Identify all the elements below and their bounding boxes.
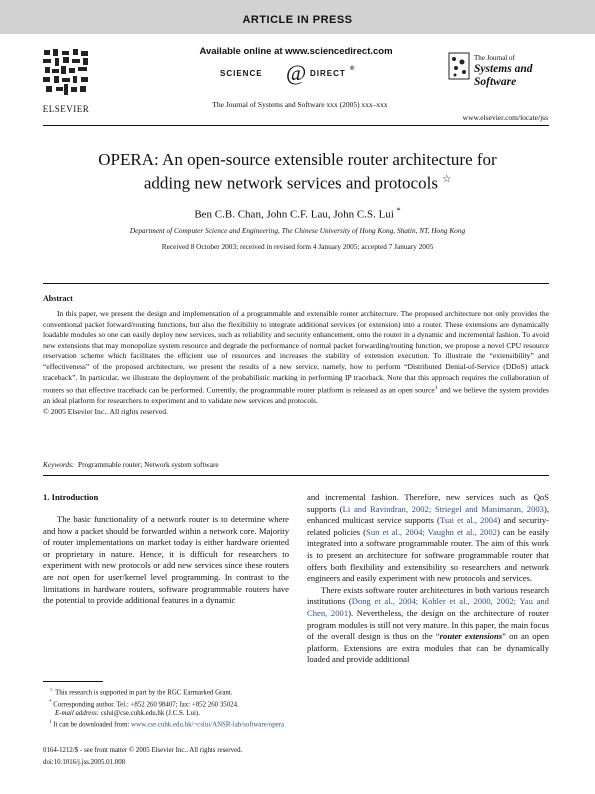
abstract-top-rule [43, 283, 549, 284]
keywords-label: Keywords: [43, 460, 75, 469]
author-names: Ben C.B. Chan, John C.F. Lau, John C.S. Lui [194, 208, 394, 221]
available-online-text: Available online at www.sciencedirect.com [199, 46, 393, 57]
corresponding-mark: * [396, 206, 401, 215]
p2-text-d: ) can be easily integrated into a software programmable router. The aim of this work is to present an architecture for software programmable router that offers both flexibility and extensibility so researchers and network engineers and easily experiment with new protocols and services. [307, 526, 550, 584]
p3-text-a: There exists software router architectures in both various research institutions ( [307, 584, 549, 607]
email-address[interactable]: cslui@cse.cuhk.edu.hk [100, 710, 165, 717]
title-line-1: OPERA: An open-source extensible router architecture for [98, 150, 497, 169]
p2-text-c: ) and security-related policies ( [307, 515, 549, 537]
issn-line: 0164-1212/$ - see front matter © 2005 Elsevier Inc.. All rights reserved. [43, 747, 243, 754]
abstract-heading: Abstract [43, 294, 73, 303]
journal-logo-line2: Software [474, 76, 517, 88]
citation-link[interactable]: Dong et al., 2004; Kohler et al., 2000, 2002; Yau and Chen, 2001 [307, 596, 549, 618]
publisher-name: ELSEVIER [42, 104, 90, 114]
journal-logo-small: The Journal of [474, 54, 515, 62]
citation-link[interactable]: Sun et al., 2004; Vaughn et al., 2002 [366, 526, 497, 537]
article-title [40, 150, 555, 194]
download-link[interactable]: www.cse.cuhk.edu.hk/~cslui/ANSR-lab/software/opera [131, 721, 285, 729]
fn4-mark: 1 [49, 720, 52, 726]
sd-left: SCIENCE [220, 69, 263, 78]
citation-link[interactable]: Tsai et al., 2004 [439, 515, 498, 526]
fn1-text: This research is supported in part by the RGC Earmarked Grant. [55, 689, 233, 697]
doi-line[interactable]: doi:10.1016/j.jss.2005.01.008 [43, 758, 126, 766]
fn2-mark: * [49, 699, 52, 705]
keywords [43, 460, 549, 469]
abstract-text-1: In this paper, we present the design and implementation of a programmable and extensible router architecture. The proposed architecture not only provides the conventional packet forward/routing functions, but also the flexibility to integrate additional services (or extension) into a router. These extensions are dynamically loadable modules so one can easily deploy new services, such as reliability and security enhancement, onto the router in a dynamic and incremental fashion. To avoid new extensions that may monopolize system resource and degrade the performance of normal packet forwarding/routing function, we propose a novel CPU resource reservation scheme which facilitates the efficient use of resources and increases the stability of extension execution. To illustrate the “extensibility” and “effectiveness” of the proposed architecture, we present the results of a new service, namely, how to perform “Distributed Denial-of-Service (DDoS) attack traceback”. In particular, we illustrate the deployment of the probabilistic marking in performing IP traceback. Note that this approach requires the collaboration of routers so that effective traceback can be performed. Currently, the programmable router platform is released as an open source [43, 309, 549, 395]
journal-logo-line1: Systems and [474, 63, 533, 75]
fn2-text: Corresponding author. Tel.: +852 260 98407; fax: +852 260 35024. [53, 700, 239, 708]
footnote-download [43, 718, 293, 730]
email-owner: (J.C.S. Lui). [166, 710, 200, 717]
router-extensions-term: router extensions [439, 631, 503, 642]
footnote-email [43, 709, 293, 718]
footnote-corresponding [43, 698, 293, 710]
email-label: E-mail address: [55, 710, 99, 717]
article-in-press-label: ARTICLE IN PRESS [242, 14, 353, 26]
elsevier-logo [40, 46, 92, 114]
abstract-copyright: © 2005 Elsevier Inc.. All rights reserved. [43, 406, 168, 416]
header-rule [43, 125, 549, 126]
sd-right: DIRECT [310, 69, 346, 78]
footnote-funding [43, 686, 293, 698]
footnotes [43, 686, 293, 730]
sd-registered-mark: ® [350, 66, 355, 72]
abstract-bottom-rule [43, 475, 549, 476]
abstract-body [43, 309, 549, 417]
p2-text-a: and incremental fashion. Therefore, new services such as QoS supports ( [307, 492, 549, 514]
title-footnote-mark: ☆ [442, 174, 452, 185]
section-heading: 1. Introduction [43, 492, 99, 502]
sciencedirect-logo [210, 62, 385, 84]
sd-at-icon: @ [286, 60, 307, 85]
p2-text-b: ), enhanced multicast service supports ( [307, 503, 549, 526]
affiliation: Department of Computer Science and Engineering, The Chinese University of Hong Kong, Shatin, NT, Hong Kong [129, 226, 466, 235]
title-line-2: adding new network services and protocols [143, 173, 438, 193]
citation-link[interactable]: Li and Ravindran, 2002; Striegel and Manimaran, 2003 [342, 503, 544, 514]
keywords-list: Programmable router; Network system software [78, 460, 219, 469]
footnote-rule [43, 681, 103, 682]
fn1-mark: ☆ [49, 688, 54, 693]
journal-url[interactable]: www.elsevier.com/locate/jss [462, 113, 548, 122]
journal-emblem-icon [448, 52, 470, 80]
intro-paragraph-1: The basic functionality of a network router is to determine where and how a packet should be forwarded within a network core. Majority of router implementations on market today is either hardware oriented or proprietary in nature. Hence, it is difficult for researchers to experiment with new protocols or add new services since these routers are not open for user/kernel level programming. In contrast to the limitations in hardware routers, software programmable routers have the potential to provide additional features in a dynamic [43, 514, 289, 606]
p3-text-b: ). Nevertheless, the design on the architecture of router program modules is still not very mature. In this paper, the main focus of the overall design is thus on the “ [307, 607, 550, 642]
left-column [43, 514, 289, 607]
fn4-text: It can be downloaded from: [53, 721, 130, 729]
intro-paragraph-2 [307, 492, 549, 585]
abstract-footnote-ref: 1 [434, 385, 438, 392]
intro-paragraph-3 [307, 585, 549, 666]
received-dates: Received 8 October 2003; received in revised form 4 January 2005; accepted 7 January 2005 [161, 242, 434, 251]
elsevier-tree-icon [40, 46, 92, 98]
front-matter [43, 745, 303, 768]
journal-reference: The Journal of Systems and Software xxx (2005) xxx–xxx [212, 100, 388, 109]
authors [40, 206, 555, 221]
abstract-text-2: and we believe the system provides an ideal platform for researchers to experiment and to validate new services and protocols. [43, 385, 549, 406]
p3-text-c: ” on an open platform. Extensions are extra modules that can be dynamically loaded and provide additional [307, 631, 549, 665]
right-column [307, 492, 549, 666]
journal-logo [448, 48, 548, 108]
